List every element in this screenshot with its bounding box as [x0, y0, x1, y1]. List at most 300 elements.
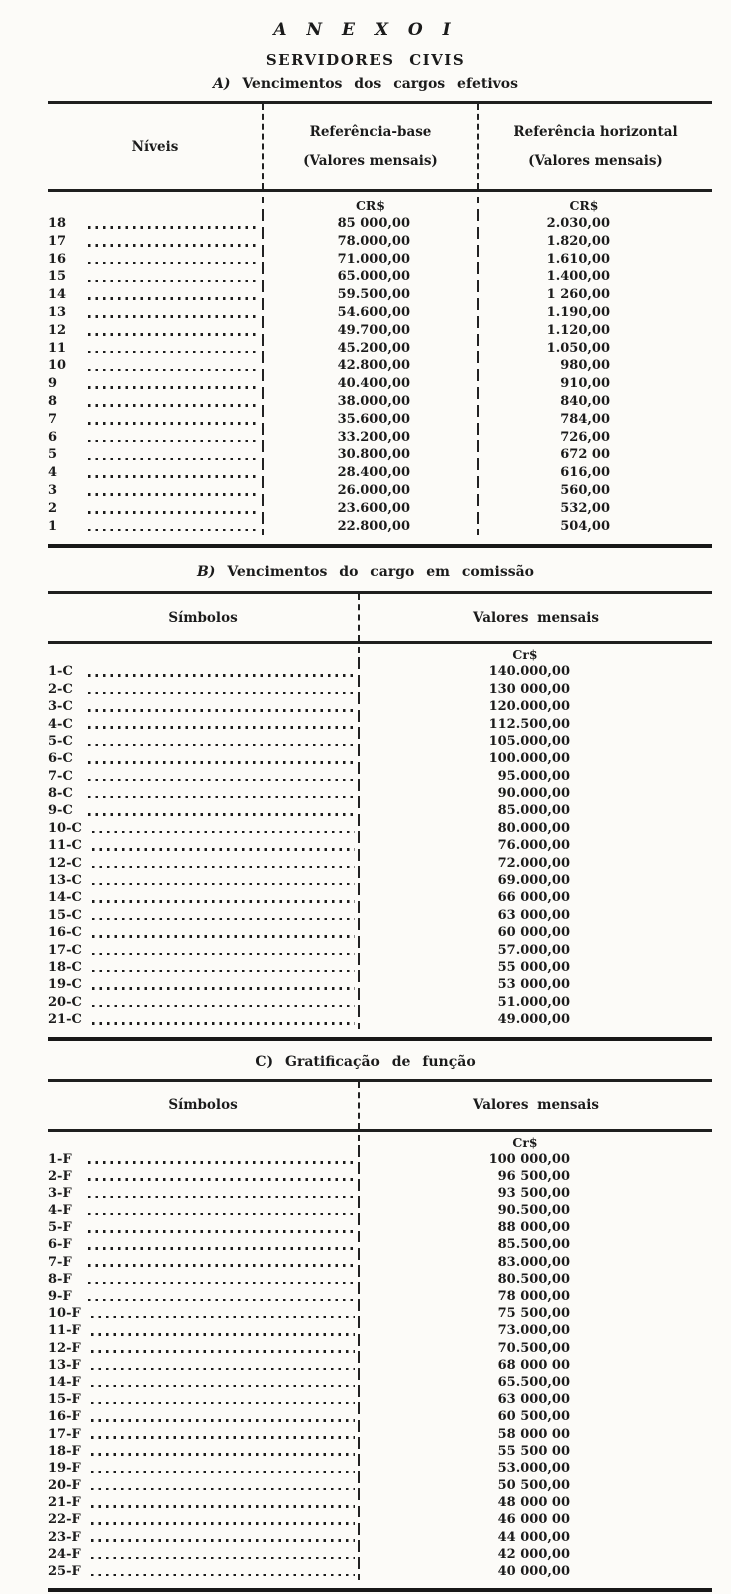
- table-row: [48, 1563, 712, 1580]
- table-a: [48, 101, 712, 548]
- dot-leader: [88, 1299, 355, 1302]
- dot-leader: [88, 315, 259, 318]
- table-row: [48, 698, 712, 715]
- table-a-header: [48, 104, 712, 192]
- dot-leader: [92, 1022, 355, 1025]
- table-c-rows: [48, 1151, 712, 1581]
- row-label: 5: [48, 447, 58, 463]
- row-label: 7-C: [48, 768, 73, 784]
- row-label-cell: [48, 393, 262, 411]
- table-row: [48, 1408, 712, 1425]
- row-label: 11: [48, 340, 67, 356]
- dot-leader: [91, 1402, 355, 1405]
- base-value: 30.800,00: [262, 446, 477, 464]
- valor-mensal: 53 000,00: [358, 976, 712, 993]
- row-label: 18-C: [48, 959, 82, 975]
- dot-leader: [92, 831, 355, 834]
- valor-mensal: 53.000,00: [358, 1460, 712, 1477]
- base-value: 78.000,00: [262, 233, 477, 251]
- page-subtitle: SERVIDORES CIVIS: [265, 51, 466, 69]
- row-label-cell: [48, 215, 262, 233]
- valor-mensal: 40 000,00: [358, 1563, 712, 1580]
- row-label: 4-C: [48, 716, 73, 732]
- base-value: 26.000,00: [262, 482, 477, 500]
- row-label: 2-C: [48, 681, 73, 697]
- dot-leader: [88, 1161, 355, 1164]
- row-label-cell: [48, 1563, 358, 1580]
- table-row: [48, 1305, 712, 1322]
- dot-leader: [88, 1230, 355, 1233]
- dot-leader: [92, 935, 355, 938]
- table-row: [48, 1357, 712, 1374]
- row-label-cell: [48, 1011, 358, 1028]
- row-label-cell: [48, 1288, 358, 1305]
- dot-leader: [88, 386, 259, 389]
- dot-leader: [92, 866, 355, 869]
- valor-mensal: 105.000,00: [358, 733, 712, 750]
- valor-mensal: 58 000 00: [358, 1426, 712, 1443]
- horizontal-value: 1.190,00: [477, 304, 712, 322]
- table-row: [48, 1511, 712, 1528]
- table-row: [48, 304, 712, 322]
- valor-mensal: 140.000,00: [358, 663, 712, 680]
- row-label-cell: [48, 733, 358, 750]
- horizontal-value: 910,00: [477, 375, 712, 393]
- dot-leader: [88, 333, 259, 336]
- row-label: 4: [48, 465, 58, 481]
- row-label: 10-F: [48, 1306, 81, 1322]
- base-value: 23.600,00: [262, 500, 477, 518]
- currency-label-base: CR$: [262, 197, 477, 215]
- horizontal-value: 2.030,00: [477, 215, 712, 233]
- dot-leader: [88, 779, 355, 782]
- dot-leader: [88, 440, 259, 443]
- row-label: 4-F: [48, 1203, 72, 1219]
- row-label: 23-F: [48, 1529, 81, 1545]
- row-label: 18-F: [48, 1443, 81, 1459]
- table-row: [48, 976, 712, 993]
- table-row: [48, 357, 712, 375]
- dot-leader: [88, 1247, 355, 1250]
- dot-leader: [88, 262, 259, 265]
- column-header-simbolos: Símbolos: [168, 609, 238, 626]
- row-label: 19-C: [48, 977, 82, 993]
- row-label: 10-C: [48, 820, 82, 836]
- row-label-cell: [48, 375, 262, 393]
- row-label-cell: [48, 1426, 358, 1443]
- table-row: [48, 1168, 712, 1185]
- dot-leader: [88, 1264, 355, 1267]
- row-label-cell: [48, 304, 262, 322]
- row-label: 8-F: [48, 1271, 72, 1287]
- horizontal-value: 840,00: [477, 393, 712, 411]
- dot-leader: [91, 1453, 355, 1456]
- row-label: 12-C: [48, 855, 82, 871]
- section-c-title: [0, 1054, 731, 1070]
- row-label-cell: [48, 1305, 358, 1322]
- column-header-niveis: Níveis: [131, 138, 179, 155]
- row-label: 14: [48, 287, 67, 303]
- table-row: [48, 268, 712, 286]
- row-label: 21-C: [48, 1012, 82, 1028]
- base-value: 45.200,00: [262, 340, 477, 358]
- row-label-cell: [48, 1322, 358, 1339]
- table-row: [48, 959, 712, 976]
- dot-leader: [88, 796, 355, 799]
- table-row: [48, 286, 712, 304]
- row-label: 21-F: [48, 1495, 81, 1511]
- valor-mensal: 63 000,00: [358, 1391, 712, 1408]
- row-label: 15-F: [48, 1392, 81, 1408]
- base-value: 28.400,00: [262, 464, 477, 482]
- table-c-header: [48, 1082, 712, 1132]
- row-label-cell: [48, 233, 262, 251]
- row-label-cell: [48, 1408, 358, 1425]
- horizontal-value: 532,00: [477, 500, 712, 518]
- row-label: 19-F: [48, 1460, 81, 1476]
- table-row: [48, 340, 712, 358]
- row-label-cell: [48, 1202, 358, 1219]
- row-label-cell: [48, 750, 358, 767]
- valor-mensal: 75 500,00: [358, 1305, 712, 1322]
- table-row: [48, 855, 712, 872]
- column-header-valores: Valores mensais: [358, 594, 712, 641]
- row-label-cell: [48, 907, 358, 924]
- valor-mensal: 78 000,00: [358, 1288, 712, 1305]
- table-row: [48, 1477, 712, 1494]
- row-label: 3-F: [48, 1185, 72, 1201]
- dot-leader: [88, 1196, 355, 1199]
- row-label-cell: [48, 268, 262, 286]
- valor-mensal: 66 000,00: [358, 889, 712, 906]
- valor-mensal: 93 500,00: [358, 1185, 712, 1202]
- valor-mensal: 76.000,00: [358, 837, 712, 854]
- valor-mensal: 60 000,00: [358, 924, 712, 941]
- dot-leader: [88, 297, 259, 300]
- valor-mensal: 55 500 00: [358, 1443, 712, 1460]
- dot-leader: [91, 1488, 355, 1491]
- row-label-cell: [48, 889, 358, 906]
- valor-mensal: 68 000 00: [358, 1357, 712, 1374]
- horizontal-value: 672 00: [477, 446, 712, 464]
- row-label-cell: [48, 1391, 358, 1408]
- dot-leader: [88, 1213, 355, 1216]
- row-label: 5-F: [48, 1220, 72, 1236]
- dot-leader: [91, 1333, 355, 1336]
- table-row: [48, 820, 712, 837]
- table-row: [48, 482, 712, 500]
- row-label: 9: [48, 376, 58, 392]
- valor-mensal: 112.500,00: [358, 716, 712, 733]
- row-label: 18: [48, 216, 67, 231]
- valor-mensal: 46 000 00: [358, 1511, 712, 1528]
- table-row: [48, 375, 712, 393]
- table-row: [48, 1443, 712, 1460]
- table-row: [48, 1322, 712, 1339]
- row-label-cell: [48, 837, 358, 854]
- valor-mensal: 48 000 00: [358, 1494, 712, 1511]
- valor-mensal: 85.000,00: [358, 802, 712, 819]
- row-label: 12: [48, 322, 67, 338]
- section-b-letter: B): [196, 564, 216, 581]
- valor-mensal: 70.500,00: [358, 1340, 712, 1357]
- row-label: 3: [48, 482, 58, 498]
- row-label-cell: [48, 698, 358, 715]
- base-value: 42.800,00: [262, 357, 477, 375]
- dot-leader: [91, 1574, 355, 1577]
- column-header-referencia-horizontal: Referência horizontal (Valores mensais): [477, 104, 712, 189]
- row-label-cell: [48, 518, 262, 536]
- table-row: [48, 393, 712, 411]
- table-row: [48, 785, 712, 802]
- base-value: 22.800,00: [262, 518, 477, 536]
- table-row: [48, 802, 712, 819]
- dot-leader: [92, 1005, 355, 1008]
- table-row: [48, 1460, 712, 1477]
- horizontal-value: 1.820,00: [477, 233, 712, 251]
- valor-mensal: 80.000,00: [358, 820, 712, 837]
- dot-leader: [88, 1178, 355, 1181]
- row-label: 2-F: [48, 1168, 72, 1184]
- section-a-letter: A): [212, 76, 231, 92]
- table-row: [48, 907, 712, 924]
- row-label-cell: [48, 802, 358, 819]
- row-label-cell: [48, 1374, 358, 1391]
- row-label-cell: [48, 500, 262, 518]
- valor-mensal: 120.000,00: [358, 698, 712, 715]
- row-label: 15-C: [48, 907, 82, 923]
- table-row: [48, 1494, 712, 1511]
- base-value: 54.600,00: [262, 304, 477, 322]
- row-label-cell: [48, 872, 358, 889]
- table-c-body: [48, 1132, 712, 1593]
- dot-leader: [88, 744, 355, 747]
- row-label: 25-F: [48, 1564, 81, 1580]
- horizontal-value: 1.120,00: [477, 322, 712, 340]
- row-label-cell: [48, 1236, 358, 1253]
- table-row: [48, 446, 712, 464]
- row-label-cell: [48, 716, 358, 733]
- base-value: 65.000,00: [262, 268, 477, 286]
- dot-leader: [88, 404, 259, 407]
- table-row: [48, 464, 712, 482]
- dot-leader: [88, 529, 259, 532]
- base-value: 85 000,00: [262, 215, 477, 233]
- table-c: [48, 1079, 712, 1593]
- table-row: [48, 1185, 712, 1202]
- valor-mensal: 60 500,00: [358, 1408, 712, 1425]
- row-label-cell: [48, 1151, 358, 1168]
- dot-leader: [88, 369, 259, 372]
- base-value: 40.400,00: [262, 375, 477, 393]
- table-row: [48, 1151, 712, 1168]
- base-value: 59.500,00: [262, 286, 477, 304]
- section-b-title: [0, 564, 731, 580]
- row-label: 16-F: [48, 1409, 81, 1425]
- dot-leader: [92, 900, 355, 903]
- dot-leader: [88, 1282, 355, 1285]
- valor-mensal: 50 500,00: [358, 1477, 712, 1494]
- row-label: 1: [48, 518, 58, 534]
- row-label-cell: [48, 411, 262, 429]
- dot-leader: [91, 1368, 355, 1371]
- table-row: [48, 1426, 712, 1443]
- table-row: [48, 663, 712, 680]
- row-label-cell: [48, 663, 358, 680]
- row-label: 22-F: [48, 1512, 81, 1528]
- table-row: [48, 251, 712, 269]
- table-row: [48, 942, 712, 959]
- row-label: 15: [48, 269, 67, 285]
- dot-leader: [92, 953, 355, 956]
- row-label-cell: [48, 1168, 358, 1185]
- currency-row: [48, 1135, 712, 1151]
- dot-leader: [88, 226, 259, 229]
- table-row: [48, 233, 712, 251]
- currency-label: Cr$: [358, 647, 712, 663]
- dot-leader: [91, 1385, 355, 1388]
- valor-mensal: 55 000,00: [358, 959, 712, 976]
- table-row: [48, 1288, 712, 1305]
- row-label-cell: [48, 994, 358, 1011]
- row-label-cell: [48, 340, 262, 358]
- table-row: [48, 1546, 712, 1563]
- valor-mensal: 65.500,00: [358, 1374, 712, 1391]
- table-row: [48, 1011, 712, 1028]
- table-row: [48, 411, 712, 429]
- row-label: 13: [48, 304, 67, 320]
- row-label: 24-F: [48, 1546, 81, 1562]
- dot-leader: [88, 726, 355, 729]
- section-c-letter: C): [255, 1053, 274, 1070]
- valor-mensal: 69.000,00: [358, 872, 712, 889]
- row-label: 8-C: [48, 786, 73, 802]
- row-label: 9-F: [48, 1289, 72, 1305]
- dot-leader: [88, 351, 259, 354]
- table-b-header: [48, 594, 712, 644]
- dot-leader: [91, 1419, 355, 1422]
- table-row: [48, 1254, 712, 1271]
- row-label: 6-C: [48, 751, 73, 767]
- dot-leader: [91, 1539, 355, 1542]
- valor-mensal: 49.000,00: [358, 1011, 712, 1028]
- row-label: 11-F: [48, 1323, 81, 1339]
- row-label: 20-C: [48, 994, 82, 1010]
- horizontal-value: 726,00: [477, 429, 712, 447]
- row-label-cell: [48, 446, 262, 464]
- dot-leader: [91, 1471, 355, 1474]
- horizontal-value: 560,00: [477, 482, 712, 500]
- valor-mensal: 90.500,00: [358, 1202, 712, 1219]
- valor-mensal: 80.500,00: [358, 1271, 712, 1288]
- row-label: 17: [48, 233, 67, 249]
- horizontal-value: 980,00: [477, 357, 712, 375]
- table-row: [48, 518, 712, 536]
- row-label: 5-C: [48, 733, 73, 749]
- dot-leader: [88, 280, 259, 283]
- table-row: [48, 889, 712, 906]
- dot-leader: [92, 987, 355, 990]
- row-label: 12-F: [48, 1340, 81, 1356]
- table-row: [48, 924, 712, 941]
- table-a-rows: [48, 215, 712, 535]
- horizontal-value: 784,00: [477, 411, 712, 429]
- section-a-title: [0, 76, 731, 92]
- table-row: [48, 768, 712, 785]
- row-label-cell: [48, 785, 358, 802]
- table-b-body: [48, 644, 712, 1040]
- row-label-cell: [48, 959, 358, 976]
- row-label: 8: [48, 393, 58, 409]
- currency-row: [48, 197, 712, 215]
- row-label-cell: [48, 1460, 358, 1477]
- valor-mensal: 44 000,00: [358, 1529, 712, 1546]
- valor-mensal: 63 000,00: [358, 907, 712, 924]
- table-b: [48, 591, 712, 1040]
- dot-leader: [88, 475, 259, 478]
- dot-leader: [91, 1557, 355, 1560]
- dot-leader: [88, 511, 259, 514]
- row-label-cell: [48, 1443, 358, 1460]
- section-c-title-text: Gratificação de função: [285, 1053, 476, 1070]
- table-a-body: [48, 192, 712, 548]
- base-value: 35.600,00: [262, 411, 477, 429]
- row-label-cell: [48, 251, 262, 269]
- dot-leader: [88, 422, 259, 425]
- row-label: 20-F: [48, 1478, 81, 1494]
- row-label-cell: [48, 429, 262, 447]
- dot-leader: [88, 458, 259, 461]
- table-row: [48, 837, 712, 854]
- valor-mensal: 51.000,00: [358, 994, 712, 1011]
- row-label-cell: [48, 322, 262, 340]
- table-row: [48, 500, 712, 518]
- row-label-cell: [48, 286, 262, 304]
- dot-leader: [88, 674, 355, 677]
- row-label: 17-F: [48, 1426, 81, 1442]
- table-row: [48, 681, 712, 698]
- dot-leader: [91, 1350, 355, 1353]
- section-a-title-text: Vencimentos dos cargos efetivos: [242, 76, 519, 92]
- table-row: [48, 733, 712, 750]
- valor-mensal: 96 500,00: [358, 1168, 712, 1185]
- row-label-cell: [48, 1529, 358, 1546]
- valor-mensal: 72.000,00: [358, 855, 712, 872]
- base-value: 38.000,00: [262, 393, 477, 411]
- base-value: 71.000,00: [262, 251, 477, 269]
- row-label-cell: [48, 1494, 358, 1511]
- horizontal-value: 504,00: [477, 518, 712, 536]
- horizontal-value: 616,00: [477, 464, 712, 482]
- row-label: 10: [48, 358, 67, 374]
- table-row: [48, 750, 712, 767]
- row-label: 13-C: [48, 873, 82, 889]
- table-row: [48, 1374, 712, 1391]
- table-row: [48, 1529, 712, 1546]
- row-label: 9-C: [48, 803, 73, 819]
- dot-leader: [88, 493, 259, 496]
- valor-mensal: 73.000,00: [358, 1322, 712, 1339]
- valor-mensal: 95.000,00: [358, 768, 712, 785]
- valor-mensal: 100 000,00: [358, 1151, 712, 1168]
- dot-leader: [88, 244, 259, 247]
- row-label-cell: [48, 1340, 358, 1357]
- dot-leader: [88, 709, 355, 712]
- column-header-valores: Valores mensais: [358, 1082, 712, 1129]
- valor-mensal: 130 000,00: [358, 681, 712, 698]
- dot-leader: [91, 1522, 355, 1525]
- row-label: 2: [48, 500, 58, 516]
